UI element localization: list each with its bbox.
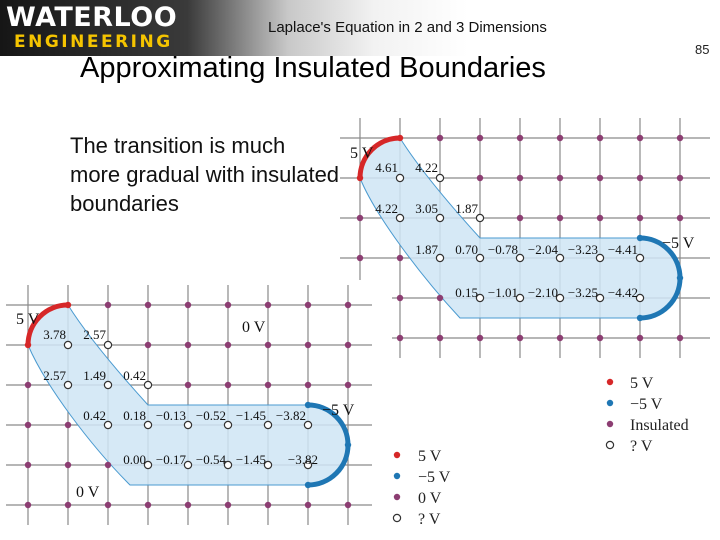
left-legend-label-2: 0 V	[418, 490, 442, 507]
lv-1-0: 2.57	[43, 368, 66, 383]
lv-2-2: −0.13	[155, 408, 186, 423]
logo-engineering: ENGINEERING	[14, 32, 173, 52]
logo-waterloo: WATERLOO	[6, 2, 178, 33]
lv-3-1: −0.17	[155, 452, 186, 467]
right-legend-label-0: 5 V	[630, 375, 654, 392]
page-number: 85	[695, 42, 710, 57]
left-label-0v-bottom: 0 V	[76, 484, 100, 501]
rv-2-3: −2.04	[527, 242, 558, 257]
rv-2-4: −3.23	[567, 242, 598, 257]
right-legend-label-3: ? V	[630, 438, 653, 455]
left-legend-open-dot	[393, 514, 400, 521]
lv-3-0: 0.00	[123, 452, 146, 467]
right-diagram	[340, 118, 710, 455]
lv-0-0: 3.78	[43, 327, 66, 342]
lv-2-1: 0.18	[123, 408, 146, 423]
right-legend-label-2: Insulated	[630, 417, 689, 434]
rv-1-0: 4.22	[375, 201, 398, 216]
slide-title: Approximating Insulated Boundaries	[80, 52, 546, 84]
right-label-neg5v: −5 V	[662, 235, 695, 252]
left-legend	[393, 448, 450, 528]
legend-purple-dot	[607, 421, 613, 427]
lv-3-3: −1.45	[235, 452, 266, 467]
left-legend-label-3: ? V	[418, 511, 441, 528]
left-legend-red-dot	[394, 452, 400, 458]
lv-0-1: 2.57	[83, 327, 106, 342]
lv-2-4: −1.45	[235, 408, 266, 423]
slide-caption: The transition is much more gradual with insulated boundaries	[70, 133, 340, 216]
rv-3-4: −4.42	[607, 285, 638, 300]
rv-3-3: −3.25	[567, 285, 598, 300]
left-label-0v-top: 0 V	[242, 319, 266, 336]
left-label-neg5v: −5 V	[322, 402, 355, 419]
lv-2-0: 0.42	[83, 408, 106, 423]
lv-2-3: −0.52	[195, 408, 226, 423]
rv-2-0: 1.87	[415, 242, 438, 257]
left-diagram	[0, 280, 451, 540]
left-legend-purple-dot	[394, 494, 400, 500]
rv-3-2: −2.10	[527, 285, 558, 300]
legend-red-dot	[607, 379, 613, 385]
lv-3-4: −3.82	[287, 452, 318, 467]
lv-2-5: −3.82	[275, 408, 306, 423]
left-label-5v: 5 V	[16, 311, 40, 328]
rv-0-0: 4.61	[375, 160, 398, 175]
legend-open-dot	[606, 441, 613, 448]
rv-1-2: 1.87	[455, 201, 478, 216]
left-legend-label-0: 5 V	[418, 448, 442, 465]
left-legend-blue-dot	[394, 473, 400, 479]
rv-3-0: 0.15	[455, 285, 478, 300]
legend-blue-dot	[607, 400, 613, 406]
rv-0-1: 4.22	[415, 160, 438, 175]
rv-1-1: 3.05	[415, 201, 438, 216]
right-legend	[606, 375, 688, 455]
rv-2-2: −0.78	[487, 242, 518, 257]
rv-2-5: −4.41	[607, 242, 638, 257]
right-legend-label-1: −5 V	[630, 396, 663, 413]
rv-2-1: 0.70	[455, 242, 478, 257]
left-legend-label-1: −5 V	[418, 469, 451, 486]
course-title: Laplace's Equation in 2 and 3 Dimensions	[268, 19, 547, 36]
lv-1-2: 0.42	[123, 368, 146, 383]
rv-3-1: −1.01	[487, 285, 518, 300]
lv-1-1: 1.49	[83, 368, 106, 383]
right-label-5v: 5 V	[350, 145, 374, 162]
lv-3-2: −0.54	[195, 452, 226, 467]
